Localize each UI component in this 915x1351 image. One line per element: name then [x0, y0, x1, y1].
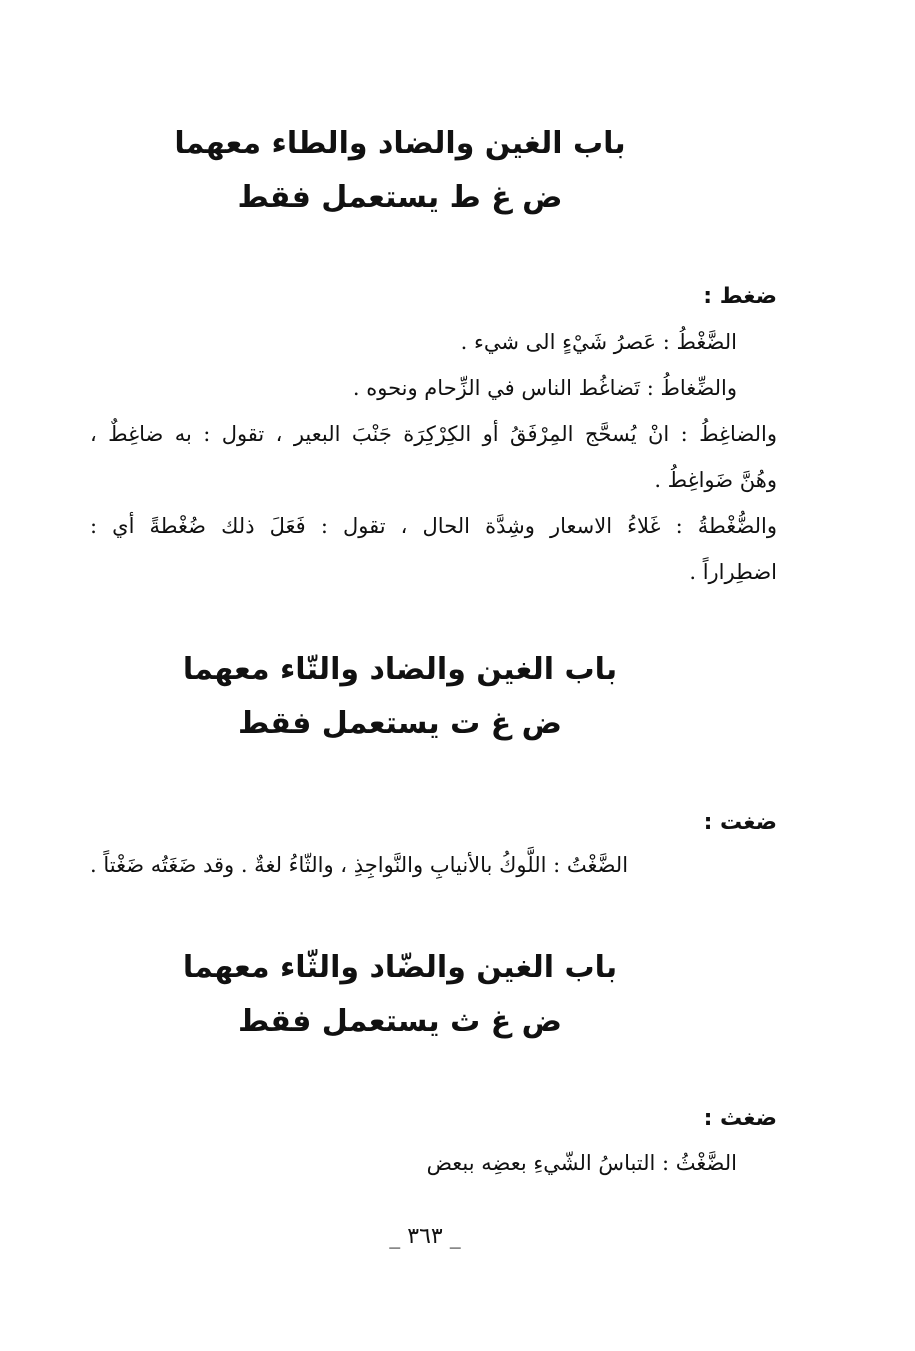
- entry-heading: ضغت :: [703, 810, 777, 835]
- section-title: باب الغين والضاد والطاء معهما: [174, 126, 626, 161]
- section-subtitle: ض غ ط يستعمل فقط: [237, 180, 563, 215]
- entry-line: الضَّغْثُ : التباسُ الشّيءِ بعضِه ببعض: [426, 1151, 737, 1175]
- entry-line: والضِّغاطُ : تَضاغُط الناس في الزِّحام ونحوه .: [352, 376, 737, 400]
- entry-heading: ضغط :: [703, 284, 777, 309]
- section-subtitle: ض غ ت يستعمل فقط: [238, 706, 562, 741]
- entry-line: الضَّغْطُ : عَصرُ شَيْءٍ الى شيء .: [460, 330, 737, 354]
- entry-line: وهُنَّ ضَواغِطُ .: [654, 468, 777, 492]
- section-title: باب الغين والضاد والتّاء معهما: [182, 652, 618, 687]
- entry-line: الضَّغْتُ : اللَّوكُ بالأنيابِ والنَّواجِذِ ، والثّاءُ لغةٌ . وقد ضَغَتُه ضَغْتاً .: [90, 853, 629, 877]
- section-title: باب الغين والضّاد والثّاء معهما: [182, 950, 618, 985]
- page-number: _ ٣٦٣ _: [389, 1224, 461, 1249]
- entry-heading: ضغث :: [703, 1106, 777, 1131]
- entry-line: والضُّغْطةُ : غَلاءُ الاسعار وشِدَّة الحال ، تقول : فَعَلَ ذلك ضُغْطةً أي :: [90, 514, 777, 538]
- entry-line: اضطِراراً .: [689, 560, 777, 584]
- section-subtitle: ض غ ث يستعمل فقط: [238, 1004, 562, 1039]
- entry-line: والضاغِطُ : انْ يُسحَّج المِرْفَقُ أو الكِرْكِرَة جَنْبَ البعير ، تقول : به ضاغِطٌ ،: [90, 422, 777, 446]
